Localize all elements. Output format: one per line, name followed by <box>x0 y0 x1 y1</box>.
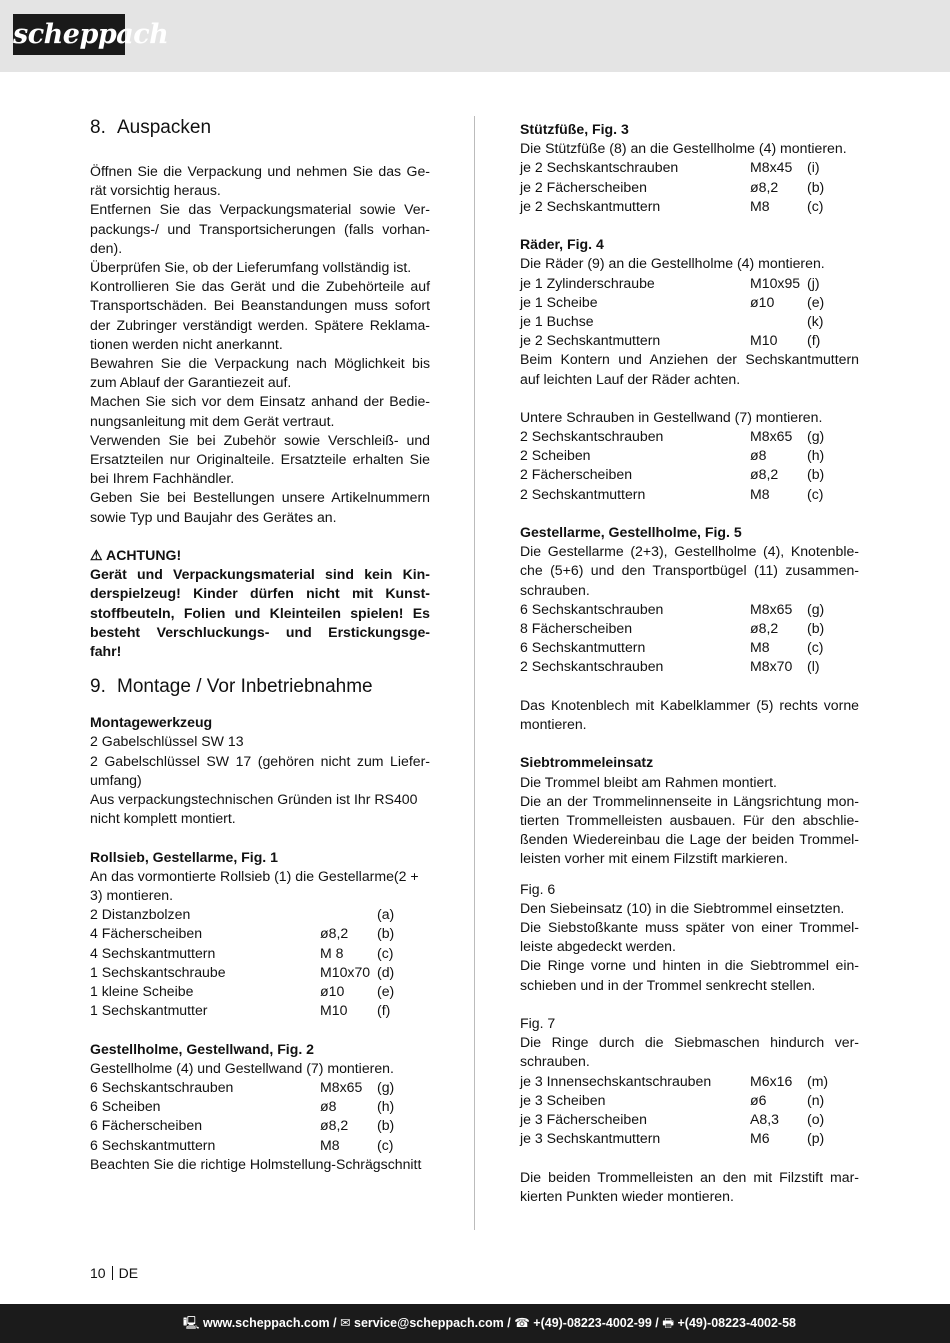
part-ref: (e) <box>377 983 395 1000</box>
part-size: ø8,2 <box>750 620 779 637</box>
text-line: kierten Punkten wieder montieren. <box>520 1187 734 1204</box>
text-line: leisten vorher mit einem Filzstift markieren. <box>520 850 788 867</box>
parts-row <box>90 905 430 924</box>
footer-fax: +(49)-08223-4002-58 <box>677 1316 796 1330</box>
text-line: An das vormontierte Rollsieb (1) die Gestellarme(2 + <box>90 867 419 884</box>
part-size: M10x95 <box>750 274 801 291</box>
fig5-body <box>520 542 859 600</box>
part-ref: (m) <box>807 1072 829 1089</box>
text-line: tionen werden nicht anerkannt. <box>90 335 283 352</box>
text-line: ßenden Wiedereinbau die Lage der beiden Trommel- <box>520 831 859 848</box>
part-ref: (p) <box>807 1130 825 1147</box>
part-ref: (i) <box>807 159 820 176</box>
part-ref: (g) <box>377 1079 395 1095</box>
part-size: M8x65 <box>750 428 793 445</box>
part-size: ø10 <box>320 983 345 1000</box>
text-line: Die Trommel bleibt am Rahmen montiert. <box>520 773 777 790</box>
parts-row <box>520 600 859 619</box>
text-line: 3) montieren. <box>90 887 174 904</box>
part-ref: (g) <box>807 600 825 617</box>
text-line: Die beiden Trommelleisten an den mit Filzstift mar- <box>520 1168 859 1185</box>
part-name: 4 Sechskantmuttern <box>90 944 216 961</box>
parts-row <box>90 1136 430 1155</box>
fig7-label: Fig. 7 <box>520 1015 556 1032</box>
fig4-heading: Räder, Fig. 4 <box>520 236 604 253</box>
part-name: je 1 Scheibe <box>520 293 598 310</box>
parts-row <box>90 982 430 1001</box>
fig3-intro: Die Stützfüße (8) an die Gestellholme (4) montieren. <box>520 140 847 157</box>
warning-title: ⚠ ACHTUNG! <box>90 547 182 564</box>
part-size: ø8,2 <box>750 178 779 195</box>
text-line: schieben und in der Trommel senkrecht stellen. <box>520 976 816 993</box>
fig5-heading: Gestellarme, Gestellholme, Fig. 5 <box>520 524 742 541</box>
part-size: ø8,2 <box>320 925 349 942</box>
drum-heading: Siebtrommeleinsatz <box>520 754 654 771</box>
part-ref: (b) <box>377 925 395 942</box>
text-line: Die an der Trommelinnenseite in Längsrichtung mon- <box>520 792 859 809</box>
text-line: bei Ihrem Fachhändler. <box>90 470 235 487</box>
fig1-parts-list <box>90 905 430 1020</box>
fig1-body <box>90 867 430 905</box>
part-size: M10x70 <box>320 963 371 980</box>
part-name: 2 Fächerscheiben <box>520 466 633 483</box>
part-ref: (g) <box>807 428 825 445</box>
text-line: Entfernen Sie das Verpackungsmaterial sowie Ver- <box>90 201 430 218</box>
text-line: che (5+6) und den Transportbügel (11) zusammen- <box>520 562 859 579</box>
text-line: Überprüfen Sie, ob der Lieferumfang vollständig ist. <box>90 259 412 276</box>
part-ref: (j) <box>807 274 820 291</box>
part-size: ø8 <box>750 447 767 464</box>
tools-heading: Montagewerkzeug <box>90 714 213 731</box>
part-ref: (o) <box>807 1111 825 1127</box>
parts-row <box>90 1097 430 1116</box>
fig2-note: Beachten Sie die richtige Holmstellung-Schrägschnitt <box>90 1155 422 1172</box>
text-line: leiste abgedeckt werden. <box>520 938 676 955</box>
part-size: M8x65 <box>320 1079 363 1095</box>
parts-row <box>520 312 859 331</box>
parts-row <box>90 944 430 963</box>
fig2-heading: Gestellholme, Gestellwand, Fig. 2 <box>90 1040 314 1057</box>
fig3-heading: Stützfüße, Fig. 3 <box>520 121 629 137</box>
fig5-parts-list <box>520 600 859 677</box>
text-line: Aus verpackungstechnischen Gründen ist Ihr RS400 <box>90 791 418 808</box>
parts-row <box>520 1110 859 1129</box>
parts-row <box>520 638 859 657</box>
fax-icon: 🖶︎ <box>662 1316 675 1330</box>
text-line: derspielzeug! Kinder dürfen nicht mit Kunst- <box>90 585 430 602</box>
text-line: 2 Gabelschlüssel SW 17 (gehören nicht zum Liefer- <box>90 752 430 769</box>
text-line: Geben Sie bei Bestellungen unsere Artikelnummern <box>90 489 430 506</box>
fig2-parts-list <box>90 1078 430 1155</box>
part-ref: (c) <box>807 639 824 656</box>
text-line: den). <box>90 239 123 256</box>
fig6-body <box>520 899 859 995</box>
part-size: ø8 <box>320 1098 337 1115</box>
scheppach-logo: scheppach <box>13 14 125 55</box>
wall-parts-list <box>520 427 859 504</box>
part-size: M6 <box>750 1130 770 1147</box>
fig2-intro: Gestellholme (4) und Gestellwand (7) montieren. <box>90 1059 394 1076</box>
part-size: A8,3 <box>750 1111 779 1127</box>
part-size <box>320 905 377 924</box>
part-ref: (h) <box>377 1098 395 1115</box>
footer-web[interactable]: www.scheppach.com <box>202 1316 330 1330</box>
part-name: je 1 Zylinderschraube <box>520 274 655 291</box>
part-name: je 1 Buchse <box>520 312 594 329</box>
part-size: M8 <box>750 639 770 656</box>
part-name: je 2 Sechskantmuttern <box>520 332 661 349</box>
right-column <box>520 120 859 1206</box>
page-separator <box>112 1266 113 1280</box>
section-8-heading: 8. Auspacken <box>90 117 212 138</box>
fig1-heading: Rollsieb, Gestellarme, Fig. 1 <box>90 848 278 865</box>
text-line: Kontrollieren Sie das Gerät und die Zubehörteile auf <box>90 278 430 295</box>
parts-row <box>520 158 859 177</box>
parts-row <box>90 1116 430 1135</box>
text-line: Transportschäden. Bei Beanstandungen muss sofort <box>90 297 430 314</box>
part-ref: (f) <box>377 1002 391 1019</box>
text-line: sowie Typ und Baujahr des Gerätes an. <box>90 508 337 525</box>
part-name: 2 Sechskantschrauben <box>520 658 664 675</box>
text-line: Den Siebeinsatz (10) in die Siebtrommel einsetzten. <box>520 899 845 916</box>
section-9-heading: 9. Montage / Vor Inbetriebnahme <box>90 676 373 698</box>
text-line: Die Ringe durch die Siebmaschen hindurch ver- <box>520 1034 859 1051</box>
part-name: je 2 Sechskantmuttern <box>520 197 661 214</box>
text-line: umfang) <box>90 771 142 788</box>
mail-icon: ✉︎ <box>340 1316 351 1330</box>
parts-row <box>520 465 859 484</box>
drum-body <box>520 773 859 869</box>
part-name: 6 Sechskantmuttern <box>520 639 646 656</box>
part-size: M8 <box>750 197 770 214</box>
part-ref: (b) <box>807 466 825 483</box>
text-line: schrauben. <box>520 1053 590 1070</box>
parts-row <box>90 924 430 943</box>
text-line: rät vorsichtig heraus. <box>90 182 221 199</box>
parts-row <box>520 331 859 350</box>
part-ref: (c) <box>377 1136 394 1153</box>
phone-icon: ☎︎ <box>514 1316 530 1330</box>
part-size: M8 <box>320 1136 340 1153</box>
parts-row <box>520 1091 859 1110</box>
text-line: besteht Verschluckungs- und Erstickungsge- <box>90 623 430 640</box>
part-name: je 3 Fächerscheiben <box>520 1111 647 1127</box>
part-size: M 8 <box>320 944 344 961</box>
footer-phone: +(49)-08223-4002-99 <box>533 1316 652 1330</box>
part-size: ø8,2 <box>320 1117 349 1134</box>
part-size: M10 <box>320 1002 348 1019</box>
wall-intro: Untere Schrauben in Gestellwand (7) montieren. <box>520 408 823 425</box>
parts-row <box>520 1072 859 1091</box>
part-size: ø6 <box>750 1091 767 1108</box>
text-line: Die Siebstoßkante muss später von einer Trommel- <box>520 919 859 936</box>
text-line: fahr! <box>90 643 122 660</box>
text-line: nungsanleitung mit dem Gerät vertraut. <box>90 412 335 429</box>
parts-row <box>520 427 859 446</box>
warning-text <box>90 565 430 661</box>
parts-row <box>520 446 859 465</box>
part-name: 4 Fächerscheiben <box>90 925 203 942</box>
part-name: je 3 Scheiben <box>520 1091 606 1108</box>
parts-row <box>520 657 859 676</box>
text-line: montieren. <box>520 716 587 732</box>
text-line: 2 Gabelschlüssel SW 13 <box>90 733 244 750</box>
part-name: je 2 Sechskantschrauben <box>520 159 679 176</box>
part-name: 6 Sechskantschrauben <box>90 1079 234 1095</box>
part-ref: (c) <box>807 197 824 214</box>
fig7-parts-list <box>520 1072 859 1149</box>
fig4-parts-list <box>520 274 859 351</box>
part-name: je 3 Sechskantmuttern <box>520 1130 661 1147</box>
text-line: Die Gestellarme (2+3), Gestellholme (4), Knotenble- <box>520 543 859 560</box>
footer-email[interactable]: service@scheppach.com <box>354 1316 504 1330</box>
part-ref: (b) <box>807 620 825 637</box>
part-name: je 2 Fächerscheiben <box>520 178 647 195</box>
text-line: Bewahren Sie die Verpackung nach Möglichkeit bis <box>90 355 430 372</box>
text-line: tierten Trommelleisten ausbauen. Für den abschlie- <box>520 812 859 828</box>
page-header <box>0 0 950 72</box>
part-size: ø8,2 <box>750 466 779 483</box>
part-name: 6 Fächerscheiben <box>90 1117 203 1134</box>
part-size: M8x70 <box>750 658 793 675</box>
part-name: 6 Scheiben <box>90 1098 161 1115</box>
text-line: zum Ablauf der Garantiezeit auf. <box>90 374 292 391</box>
parts-row <box>520 274 859 293</box>
text-line: nicht komplett montiert. <box>90 810 236 827</box>
fig3-parts-list <box>520 158 859 216</box>
part-ref: (a) <box>377 906 395 923</box>
part-ref: (c) <box>807 485 824 502</box>
part-name: je 3 Innensechskantschrauben <box>520 1072 712 1089</box>
text-line: Verwenden Sie bei Zubehör sowie Verschleiß- und <box>90 431 430 448</box>
text-line: Das Knotenblech mit Kabelklammer (5) rechts vorne <box>520 696 859 713</box>
part-size <box>750 312 807 331</box>
part-name: 6 Sechskantschrauben <box>520 600 664 617</box>
parts-row <box>520 178 859 197</box>
parts-row <box>520 619 859 638</box>
part-size: M8 <box>750 485 770 502</box>
text-line: der Zubringer verständigt werden. Spätere Reklama- <box>90 316 430 333</box>
section-8-body <box>90 162 430 527</box>
parts-row <box>90 1001 430 1020</box>
parts-row <box>520 293 859 312</box>
part-name: 2 Sechskantmuttern <box>520 485 646 502</box>
part-size: ø10 <box>750 293 775 310</box>
page-footer: 🖳︎ www.scheppach.com / ✉︎ service@scheppach.com / ☎︎ +(49)-08223-4002-99 / 🖶︎ +(49)-08223-4002-58 <box>0 1304 950 1343</box>
parts-row <box>520 485 859 504</box>
text-line: Gerät und Verpackungsmaterial sind kein Kin- <box>90 566 430 583</box>
tools-body <box>90 732 430 828</box>
part-ref: (b) <box>807 178 825 195</box>
part-size: M8x65 <box>750 600 793 617</box>
part-ref: (d) <box>377 963 395 980</box>
text-line: schrauben. <box>520 581 590 598</box>
fig5-note <box>520 696 859 734</box>
part-size: M6x16 <box>750 1072 793 1089</box>
part-ref: (f) <box>807 332 821 349</box>
parts-row <box>520 1129 859 1148</box>
part-ref: (l) <box>807 658 820 675</box>
parts-row <box>90 963 430 982</box>
text-line: Beim Kontern und Anziehen der Sechskantmuttern <box>520 351 859 368</box>
part-name: 8 Fächerscheiben <box>520 620 633 637</box>
part-name: 1 Sechskantschraube <box>90 963 226 980</box>
column-divider <box>474 116 475 1230</box>
part-size: M10 <box>750 332 778 349</box>
part-ref: (h) <box>807 447 825 464</box>
page-number: 10 DE <box>90 1265 139 1281</box>
text-line: stoffbeuteln, Folien und Kleinteilen spielen! Es <box>90 604 430 621</box>
text-line: Die Ringe vorne und hinten in die Siebtrommel ein- <box>520 957 859 974</box>
part-ref: (c) <box>377 944 394 961</box>
part-ref: (n) <box>807 1091 825 1108</box>
final-body <box>520 1168 859 1206</box>
fig4-note <box>520 350 859 388</box>
text-line: Ersatzteilen nur Originalteile. Ersatzteile erhalten Sie <box>90 451 430 468</box>
part-name: 2 Sechskantschrauben <box>520 428 664 445</box>
part-ref: (e) <box>807 293 825 310</box>
fig6-label: Fig. 6 <box>520 880 556 897</box>
part-name: 2 Scheiben <box>520 447 591 464</box>
part-name: 1 kleine Scheibe <box>90 983 194 1000</box>
fig7-body <box>520 1033 859 1071</box>
part-name: 6 Sechskantmuttern <box>90 1136 216 1153</box>
computer-icon: 🖳︎ <box>182 1316 200 1330</box>
left-column <box>90 116 430 1174</box>
fig4-intro: Die Räder (9) an die Gestellholme (4) montieren. <box>520 255 825 272</box>
text-line: packungs-/ und Transportsicherungen (falls vorhan- <box>90 220 430 237</box>
part-ref: (b) <box>377 1117 395 1134</box>
text-line: Öffnen Sie die Verpackung und nehmen Sie das Ge- <box>90 163 430 179</box>
part-size: M8x45 <box>750 159 793 176</box>
parts-row <box>520 197 859 216</box>
text-line: auf leichten Lauf der Räder achten. <box>520 370 741 387</box>
part-name: 1 Sechskantmutter <box>90 1002 208 1019</box>
text-line: Machen Sie sich vor dem Einsatz anhand der Bedie- <box>90 393 430 410</box>
part-ref: (k) <box>807 312 824 329</box>
part-name: 2 Distanzbolzen <box>90 906 191 923</box>
parts-row <box>90 1078 430 1097</box>
